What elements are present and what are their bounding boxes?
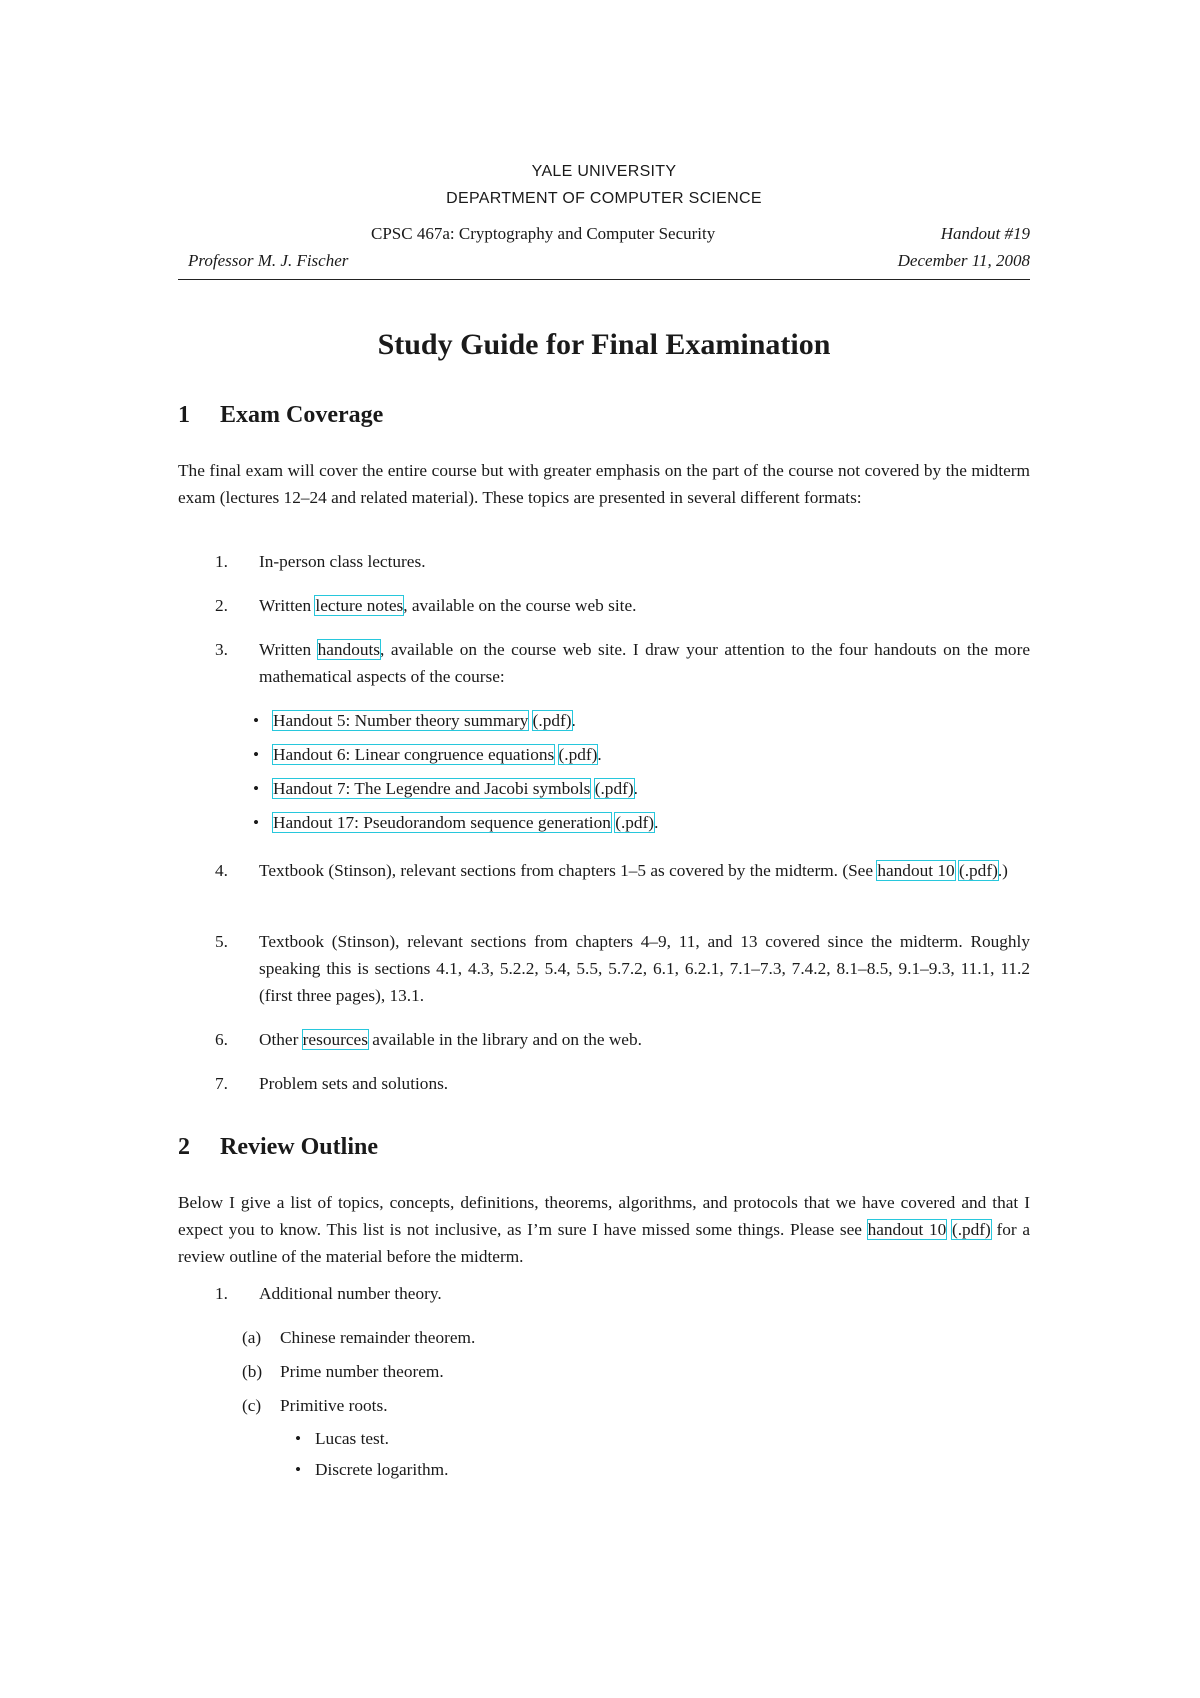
handout-6-link[interactable]: Handout 6: Linear congruence equations	[273, 745, 555, 764]
section-title: Exam Coverage	[220, 402, 384, 428]
handout-10-link[interactable]: handout 10	[877, 861, 955, 880]
resources-link[interactable]: resources	[302, 1030, 368, 1049]
section-title: Review Outline	[220, 1134, 378, 1160]
page-title: Study Guide for Final Examination	[377, 328, 831, 361]
handout-10-link[interactable]: handout 10	[867, 1220, 947, 1239]
section-number: 1	[178, 402, 190, 428]
handouts-link[interactable]: handouts	[317, 640, 381, 659]
header-rule	[178, 279, 1030, 280]
handout-5-link[interactable]: Handout 5: Number theory summary	[273, 711, 529, 730]
review-outline-intro: Below I give a list of topics, concepts, definitions, theorems, algorithms, and protocols that we have covered and that I expect you to know. This list is not inclusive, as I’m sure I have missed some things. Please see handout 10 (.pdf) for a review outline of the material before the midterm.	[178, 1193, 1030, 1266]
section-number: 2	[178, 1134, 190, 1160]
handout-17-pdf-link[interactable]: (.pdf)	[615, 813, 655, 832]
handout-7-link[interactable]: Handout 7: The Legendre and Jacobi symbols	[273, 779, 591, 798]
handout-number: Handout #19	[940, 224, 1030, 243]
university-name: YALE UNIVERSITY	[531, 163, 677, 180]
section-heading-review-outline	[178, 1134, 378, 1161]
handout-10-pdf-link[interactable]: (.pdf)	[951, 1220, 991, 1239]
handout-6-pdf-link[interactable]: (.pdf)	[558, 745, 598, 764]
handout-10-pdf-link[interactable]: (.pdf)	[958, 861, 998, 880]
handout-date: December 11, 2008	[897, 251, 1030, 270]
exam-coverage-intro: The final exam will cover the entire course but with greater emphasis on the part of the course not covered by the midterm exam (lectures 12–24 and related material). These topics are presented in several different formats:	[178, 461, 1030, 507]
lecture-notes-link[interactable]: lecture notes	[315, 596, 404, 615]
section-heading-exam-coverage	[178, 402, 383, 429]
department-name: DEPARTMENT OF COMPUTER SCIENCE	[446, 190, 762, 207]
handout-5-pdf-link[interactable]: (.pdf)	[532, 711, 572, 730]
professor-name: Professor M. J. Fischer	[188, 251, 349, 270]
course-title: CPSC 467a: Cryptography and Computer Security	[371, 224, 716, 243]
handout-7-pdf-link[interactable]: (.pdf)	[594, 779, 634, 798]
handout-17-link[interactable]: Handout 17: Pseudorandom sequence generation	[273, 813, 611, 832]
